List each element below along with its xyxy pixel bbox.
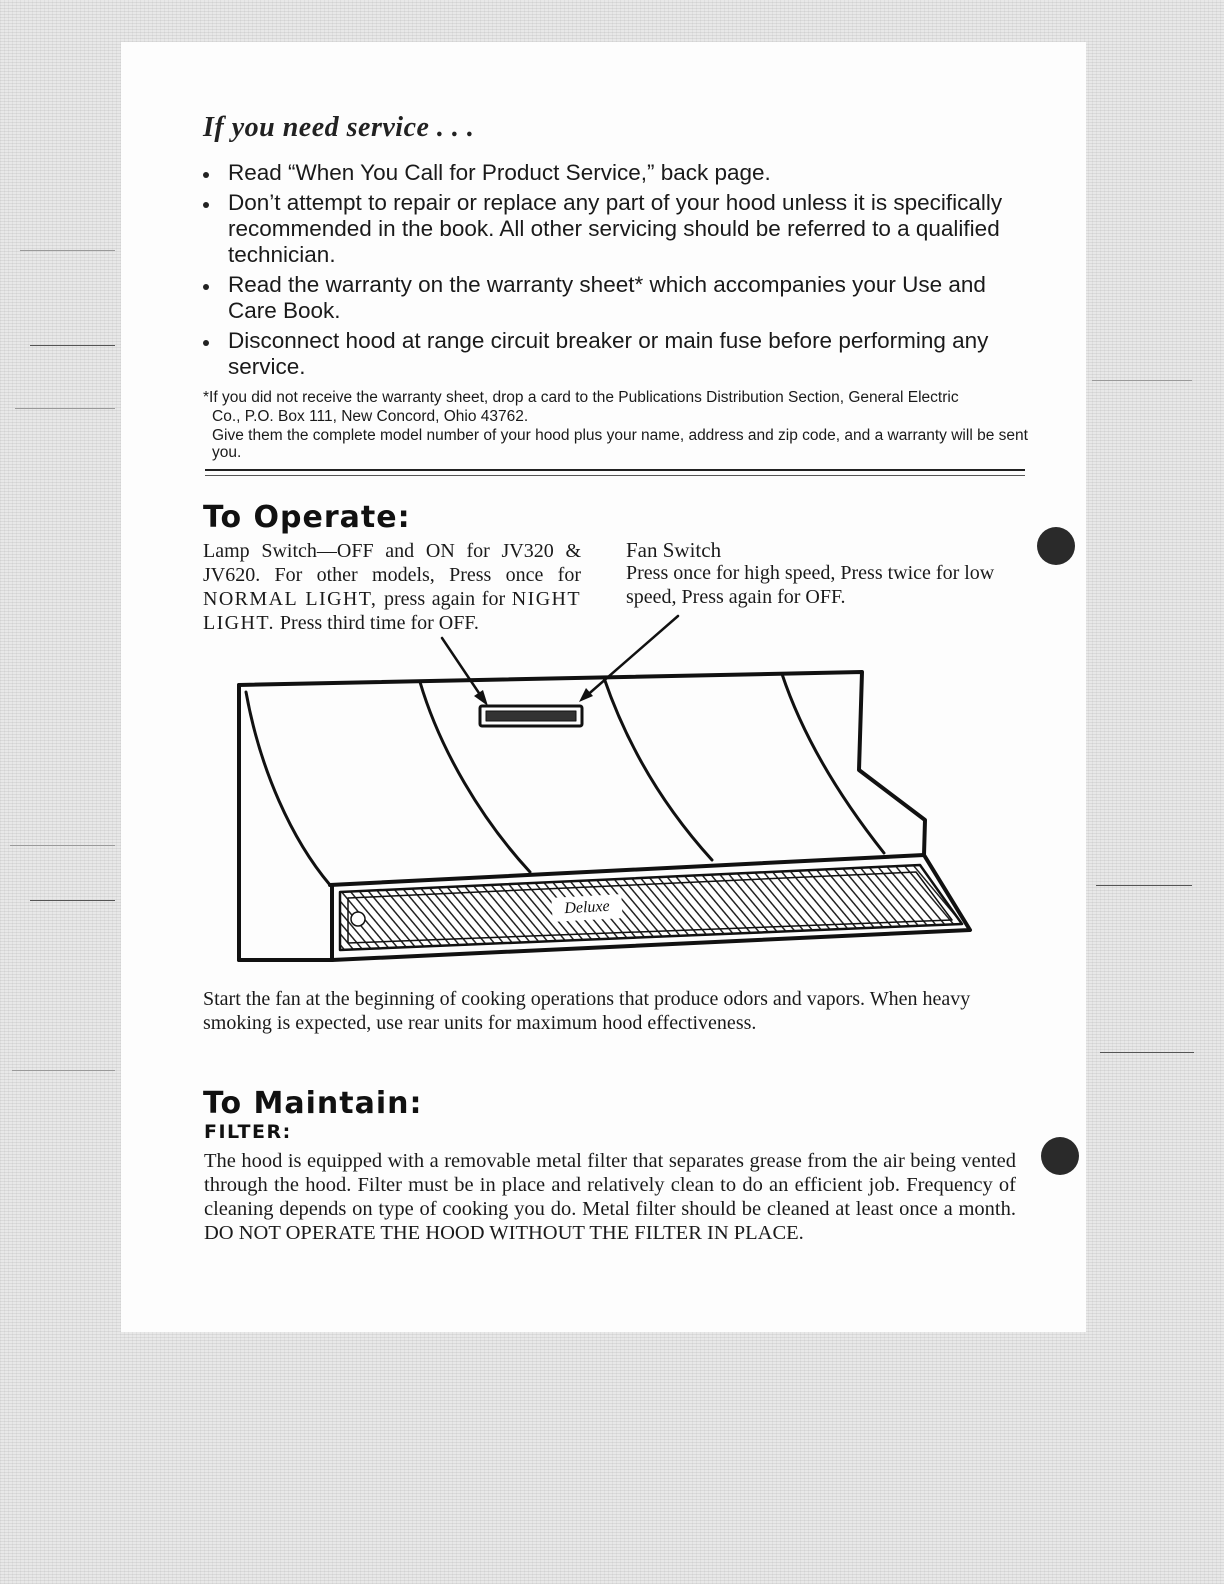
emblem-icon: [351, 912, 365, 926]
bullet-icon: [203, 284, 209, 290]
margin-mark: [1092, 380, 1192, 381]
margin-mark: [30, 345, 115, 346]
deluxe-badge: Deluxe: [563, 897, 611, 918]
lamp-arrow: [442, 638, 485, 702]
lamp-switch-description: Lamp Switch—OFF and ON for JV320 & JV620. For other models, Press once for NORMAL LIGHT, press again for NIGHT LIGHT. Press third time for OFF.: [203, 540, 582, 634]
maintain-heading: To Maintain:: [203, 1086, 423, 1121]
warranty-footnote: *If you did not receive the warranty sheet, drop a card to the Publications Distribution Section, General Electric Co., P.O. Box 111, New Concord, Ohio 43762. Give them the complete model number of your hood plus your name, address and zip code, and a warranty will be sent you.: [203, 389, 1028, 461]
service-bullet-list: [203, 160, 1033, 384]
fan-switch-description: Press once for high speed, Press twice for low speed, Press again for OFF.: [626, 562, 995, 608]
binder-hole: [1037, 527, 1075, 565]
filter-subheading: FILTER:: [204, 1121, 292, 1143]
list-item: Read “When You Call for Product Service,” back page.: [203, 160, 1033, 186]
service-title: If you need service . . .: [203, 112, 475, 143]
margin-mark: [15, 408, 115, 409]
bullet-icon: [203, 202, 209, 208]
fan-usage-note: Start the fan at the beginning of cooking operations that produce odors and vapors. When heavy smoking is expected, use rear units for maximum hood effectiveness.: [203, 988, 971, 1034]
margin-mark: [1100, 1052, 1194, 1053]
operate-heading: To Operate:: [203, 500, 411, 535]
margin-mark: [20, 250, 115, 251]
fan-switch-title: Fan Switch: [626, 538, 722, 562]
section-divider: [205, 475, 1025, 476]
margin-mark: [30, 900, 115, 901]
range-hood-illustration: [232, 610, 982, 970]
margin-mark: [10, 845, 115, 846]
bullet-icon: [203, 172, 209, 178]
list-item: Disconnect hood at range circuit breaker or main fuse before performing any service.: [203, 328, 1033, 380]
bullet-icon: [203, 340, 209, 346]
fan-arrow: [584, 616, 678, 698]
binder-hole: [1041, 1137, 1079, 1175]
list-item: Don’t attempt to repair or replace any part of your hood unless it is specifically recommended in the book. All other servicing should be referred to a qualified technician.: [203, 190, 1033, 268]
filter-description: The hood is equipped with a removable metal filter that separates grease from the air being vented through the hood. Filter must be in place and relatively clean to do an efficient job. Frequency of cleaning depends on type of cooking you do. Metal filter should be cleaned at least once a month. DO NOT OPERATE THE HOOD WITHOUT THE FILTER IN PLACE.: [204, 1150, 1016, 1244]
section-divider: [205, 469, 1025, 471]
margin-mark: [12, 1070, 115, 1071]
margin-mark: [1096, 885, 1192, 886]
list-item: Read the warranty on the warranty sheet* which accompanies your Use and Care Book.: [203, 272, 1033, 324]
